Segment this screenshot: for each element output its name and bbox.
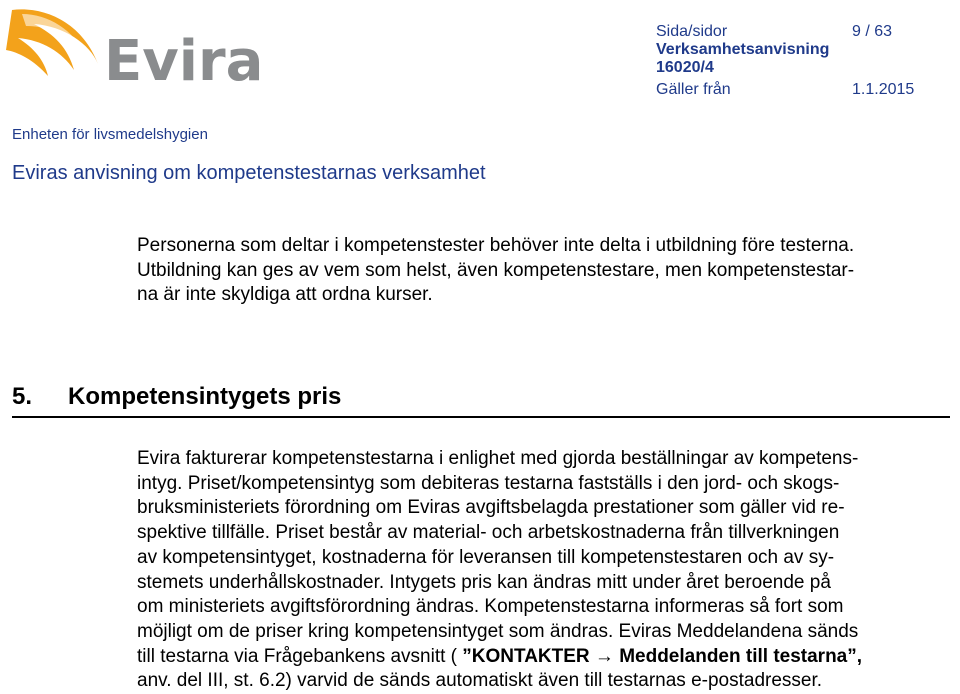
valid-from-date: 1.1.2015 [852,81,915,98]
page-value: 9 / 63 [852,23,893,40]
valid-from-label: Gäller från [656,81,731,98]
body-line: intyg. Priset/kompetensintyg som debiteras testarna fastställs i den jord- och skogs- [137,472,840,494]
body-line: anv. del III, st. 6.2) varvid de sänds automatiskt även till testarnas e-postadresser. [137,670,823,692]
doc-number: 16020/4 [656,59,714,76]
body-line [137,645,952,670]
body-line: stemets underhållskostnader. Intygets pris kan ändras mitt under året beroende på [137,571,831,593]
body-line: av kompetensintyget, kostnaderna för leveransen till kompetenstestaren och av sy- [137,546,835,568]
doc-type: Verksamhetsanvisning [656,41,830,58]
body-line-text: till testarna via Frågebankens avsnitt ( [137,645,457,667]
logo-wordmark: Evira [104,29,264,86]
body-line: spektive tillfälle. Priset består av material- och arbetskostnaderna från tillverkningen [137,522,840,544]
evira-logo-mark [4,4,264,86]
evira-logo [4,4,264,86]
unit-name: Enheten för livsmedelshygien [12,126,208,143]
intro-line: na är inte skyldiga att ordna kurser. [137,284,433,306]
section-number: 5. [12,383,33,410]
body-line: bruksministeriets förordning om Eviras avgiftsbelagda prestationer som gäller vid re- [137,497,845,519]
section-title: Kompetensintygets pris [68,383,342,410]
intro-line: Utbildning kan ges av vem som helst, även kompetenstestare, men kompetenstestar- [137,259,855,281]
document-title: Eviras anvisning om kompetenstestarnas verksamhet [12,162,486,184]
section-heading [12,382,950,418]
body-line: möjligt om de priser kring kompetensintyget som ändras. Eviras Meddelandena sänds [137,620,859,642]
intro-line: Personerna som deltar i kompetenstester behöver inte delta i utbildning före testerna. [137,235,855,256]
body-line: Evira fakturerar kompetenstestarna i enlighet med gjorda beställningar av kompetens- [137,448,859,469]
body-paragraph [137,447,952,694]
body-line: om ministeriets avgiftsförordning ändras. Kompetenstestarna informeras så fort som [137,596,844,618]
kontakter-reference: ”KONTAKTER → Meddelanden till testarna”, [462,645,863,667]
page-label: Sida/sidor [656,23,728,40]
intro-paragraph [137,234,952,308]
